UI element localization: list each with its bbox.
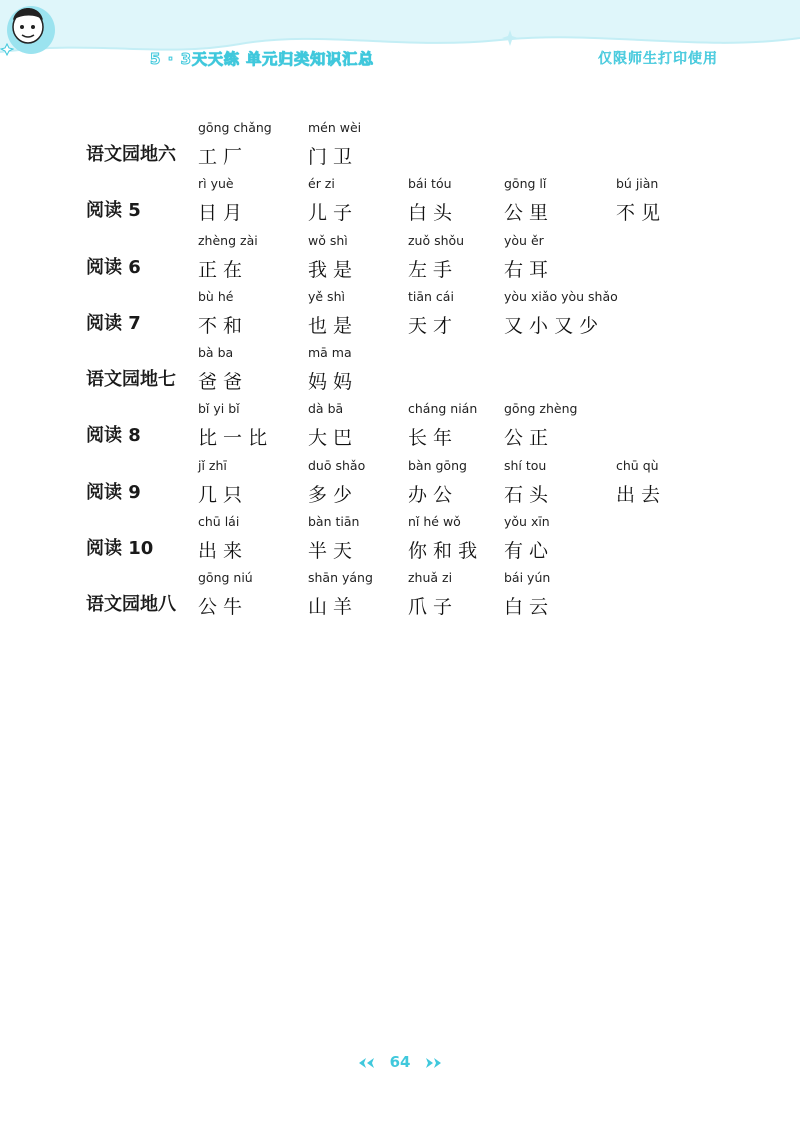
pinyin: ér zi <box>308 176 335 192</box>
vocab-word <box>504 176 548 225</box>
hanzi: 山 羊 <box>308 596 353 619</box>
hanzi: 正 在 <box>198 258 243 281</box>
print-notice: 仅限师生打印使用 <box>598 51 718 67</box>
hanzi: 爪 子 <box>408 596 453 619</box>
vocab-word <box>408 401 477 450</box>
section-label: 阅读 7 <box>86 312 141 334</box>
pinyin: cháng nián <box>408 401 478 417</box>
vocab-word <box>198 458 242 507</box>
vocab-word <box>504 401 577 450</box>
vocab-word <box>616 458 660 507</box>
word-row <box>86 401 786 457</box>
pinyin: tiān cái <box>408 288 454 304</box>
pinyin: zhuǎ zi <box>408 570 453 586</box>
pinyin: gōng zhèng <box>504 401 578 417</box>
word-row <box>86 458 786 514</box>
hanzi: 门 卫 <box>308 146 353 168</box>
hanzi: 不 和 <box>198 314 243 337</box>
vocab-word <box>408 514 477 563</box>
pinyin: yǒu xīn <box>504 514 550 530</box>
left-ornament-icon <box>358 1057 376 1069</box>
vocab-word <box>504 514 550 563</box>
page-header <box>0 0 800 100</box>
section-label: 语文园地六 <box>86 144 176 165</box>
section-label: 语文园地七 <box>86 369 176 391</box>
pinyin: zhèng zài <box>198 232 258 248</box>
mascot-icon <box>0 0 62 58</box>
word-row <box>86 289 786 345</box>
hanzi: 有 心 <box>504 540 549 563</box>
vocab-word <box>198 289 242 338</box>
section-label: 阅读 8 <box>86 425 141 447</box>
right-ornament-icon <box>424 1057 442 1069</box>
vocab-word <box>504 233 548 282</box>
hanzi: 我 是 <box>308 258 353 281</box>
pinyin: rì yuè <box>198 176 234 192</box>
vocab-word <box>408 570 452 619</box>
pinyin: bù hé <box>198 288 234 304</box>
vocab-word <box>308 289 352 338</box>
pinyin: mén wèi <box>308 120 362 135</box>
hanzi: 几 只 <box>198 483 243 506</box>
hanzi: 办 公 <box>408 483 453 506</box>
vocab-word <box>308 345 352 394</box>
pinyin: zuǒ shǒu <box>408 232 465 248</box>
vocab-word <box>308 570 373 619</box>
vocab-word <box>198 345 242 394</box>
pinyin: gōng lǐ <box>504 176 547 192</box>
pinyin: yòu xiǎo yòu shǎo <box>504 288 618 304</box>
hanzi: 比 一 比 <box>198 427 268 450</box>
vocab-word <box>198 120 272 169</box>
hanzi: 白 云 <box>504 596 549 619</box>
pinyin: bàn tiān <box>308 514 360 530</box>
word-row <box>86 514 786 570</box>
page-number: 64 <box>389 1053 411 1071</box>
vocab-word <box>504 570 550 619</box>
pinyin: gōng chǎng <box>198 120 272 135</box>
vocab-word <box>308 120 361 169</box>
vocab-word <box>504 458 548 507</box>
pinyin: bú jiàn <box>616 176 659 192</box>
hanzi: 爸 爸 <box>198 371 243 394</box>
hanzi: 不 见 <box>616 202 661 225</box>
vocab-word <box>198 401 267 450</box>
page-footer <box>0 1052 800 1071</box>
pinyin: nǐ hé wǒ <box>408 514 461 530</box>
word-row <box>86 233 786 289</box>
hanzi: 长 年 <box>408 427 453 450</box>
pinyin: bàn gōng <box>408 457 467 473</box>
pinyin: chū lái <box>198 514 240 530</box>
word-row <box>86 176 786 232</box>
vocab-word <box>198 176 242 225</box>
hanzi: 白 头 <box>408 202 453 225</box>
word-list <box>86 120 786 627</box>
vocab-word <box>198 233 258 282</box>
hanzi: 天 才 <box>408 314 453 337</box>
word-row <box>86 570 786 626</box>
vocab-word <box>616 176 660 225</box>
pinyin: shān yáng <box>308 570 373 586</box>
hanzi: 你 和 我 <box>408 540 478 563</box>
vocab-word <box>308 401 352 450</box>
hanzi: 妈 妈 <box>308 371 353 394</box>
pinyin: bái tóu <box>408 176 452 192</box>
pinyin: dà bā <box>308 401 344 417</box>
pinyin: bà ba <box>198 345 234 361</box>
hanzi: 多 少 <box>308 483 353 506</box>
pinyin: yě shì <box>308 288 345 304</box>
hanzi: 日 月 <box>198 202 243 225</box>
hanzi: 出 去 <box>616 483 661 506</box>
book-title: 5 · 3天天练 单元归类知识汇总 <box>150 50 375 68</box>
hanzi: 公 正 <box>504 427 549 450</box>
section-label: 阅读 9 <box>86 481 141 503</box>
vocab-word <box>308 176 352 225</box>
hanzi: 也 是 <box>308 314 353 337</box>
vocab-word <box>408 233 464 282</box>
vocab-word <box>408 289 454 338</box>
word-row <box>86 120 786 176</box>
vocab-word <box>408 458 467 507</box>
pinyin: duō shǎo <box>308 457 366 473</box>
pinyin: chū qù <box>616 457 659 473</box>
vocab-word <box>408 176 452 225</box>
vocab-word <box>308 458 365 507</box>
hanzi: 右 耳 <box>504 258 549 281</box>
pinyin: gōng niú <box>198 570 253 586</box>
hanzi: 半 天 <box>308 540 353 563</box>
hanzi: 左 手 <box>408 258 453 281</box>
vocab-word <box>308 233 352 282</box>
section-label: 阅读 10 <box>86 538 154 560</box>
pinyin: shí tou <box>504 457 547 473</box>
hanzi: 大 巴 <box>308 427 353 450</box>
pinyin: wǒ shì <box>308 232 348 248</box>
hanzi: 石 头 <box>504 483 549 506</box>
hanzi: 儿 子 <box>308 202 353 225</box>
section-label: 阅读 6 <box>86 256 141 278</box>
pinyin: mā ma <box>308 345 352 361</box>
pinyin: jǐ zhī <box>198 457 227 473</box>
hanzi: 公 牛 <box>198 596 243 619</box>
hanzi: 工 厂 <box>198 146 243 168</box>
hanzi: 公 里 <box>504 202 549 225</box>
vocab-word <box>198 514 242 563</box>
hanzi: 出 来 <box>198 540 243 563</box>
section-label: 语文园地八 <box>86 594 176 616</box>
pinyin: bái yún <box>504 570 551 586</box>
section-label: 阅读 5 <box>86 200 141 222</box>
vocab-word <box>504 289 618 338</box>
vocab-word <box>308 514 359 563</box>
hanzi: 又 小 又 少 <box>504 314 599 337</box>
pinyin: yòu ěr <box>504 232 544 248</box>
vocab-word <box>198 570 253 619</box>
pinyin: bǐ yi bǐ <box>198 401 240 417</box>
word-row <box>86 345 786 401</box>
